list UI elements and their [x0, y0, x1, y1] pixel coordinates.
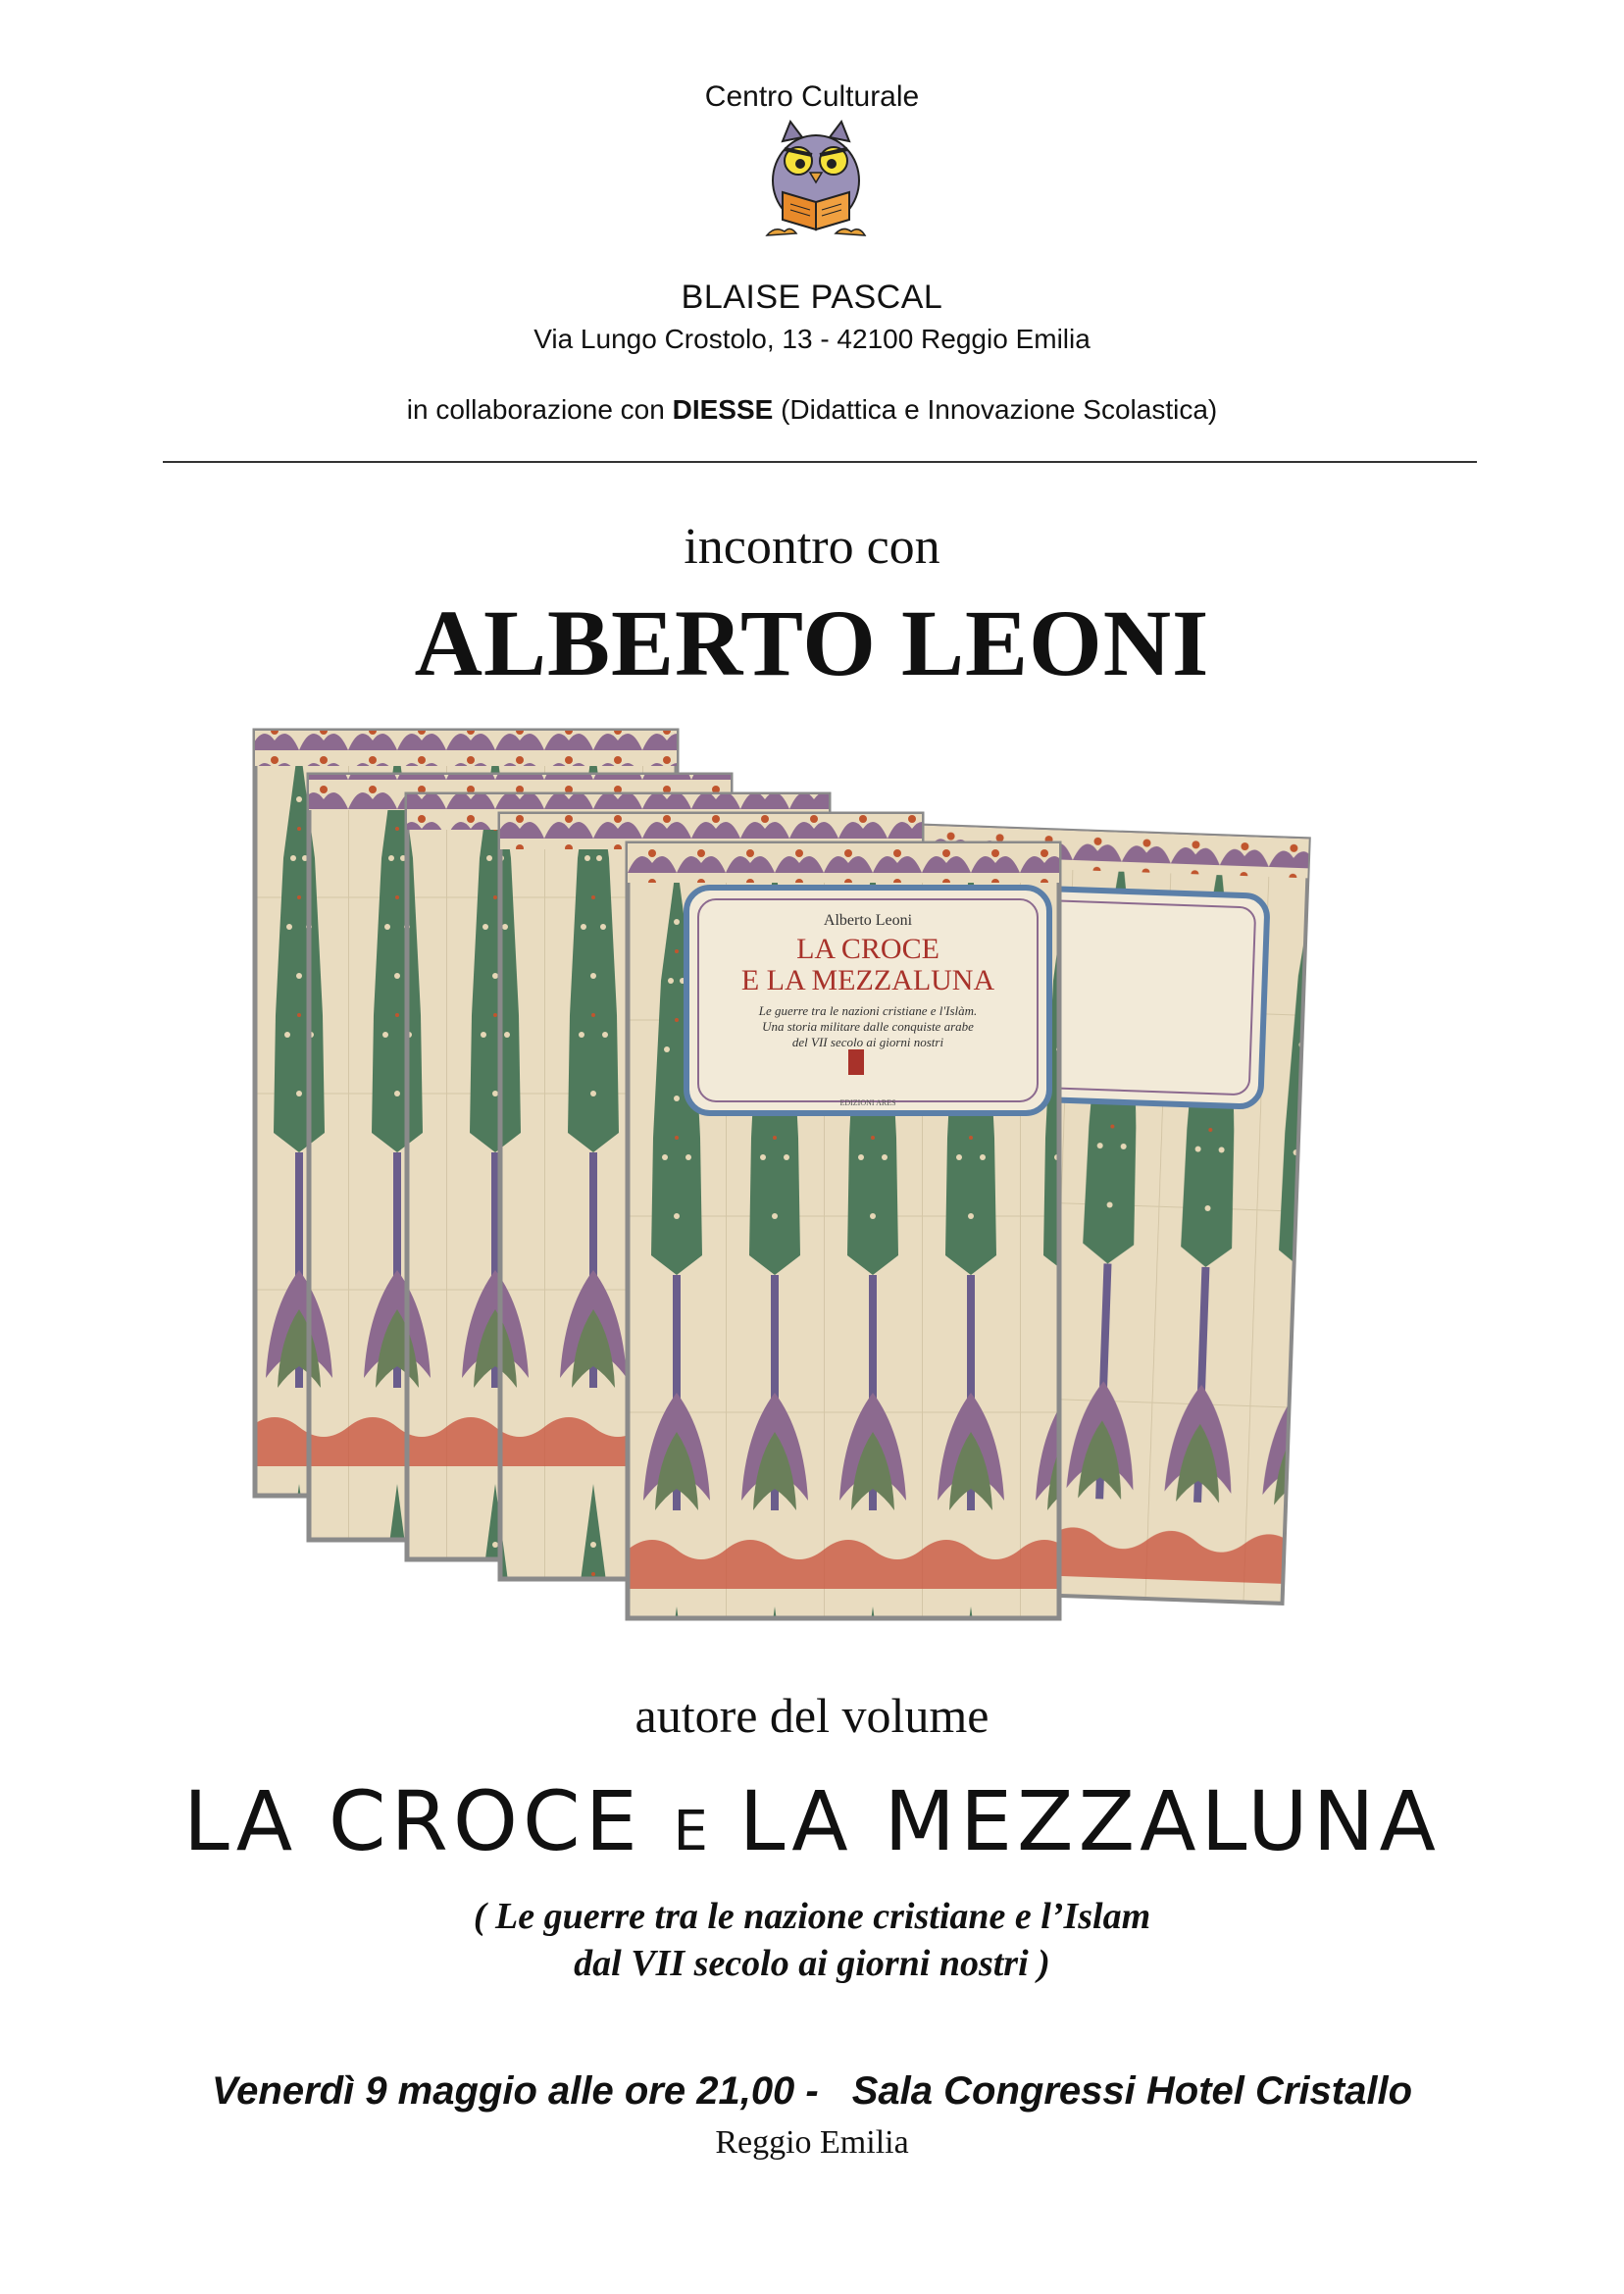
volume-subtitle — [0, 1893, 1624, 1987]
event-city: Reggio Emilia — [715, 2124, 909, 2161]
event-date-time: Venerdì 9 maggio alle ore 21,00 - — [211, 2069, 819, 2113]
volume-subtitle-line1: ( Le guerre tra le nazione cristiane e l’Islam — [473, 1896, 1151, 1937]
collab-prefix: in collaborazione con — [406, 394, 665, 425]
author-name: ALBERTO LEONI — [414, 590, 1210, 695]
collab-org: DIESSE — [672, 394, 774, 425]
organization-address: Via Lungo Crostolo, 13 - 42100 Reggio Emilia — [533, 324, 1091, 354]
volume-title — [0, 1773, 1624, 1869]
volume-subtitle-line2: dal VII secolo ai giorni nostri ) — [574, 1943, 1050, 1984]
collab-suffix: (Didattica e Innovazione Scolastica) — [781, 394, 1218, 425]
volume-label: autore del volume — [634, 1688, 990, 1743]
collaboration-line — [0, 394, 1624, 426]
cover-title-line2: E LA MEZZALUNA — [740, 964, 995, 996]
event-line — [0, 2069, 1624, 2114]
volume-title-part2: LA MEZZALUNA — [738, 1773, 1441, 1869]
cover-publisher: EDIZIONI ARES — [839, 1098, 896, 1107]
incontro-label: incontro con — [684, 519, 940, 575]
cover-desc-line2: Una storia militare dalle conquiste arabe — [762, 1019, 974, 1034]
header-divider — [163, 461, 1477, 463]
organization-name: BLAISE PASCAL — [681, 279, 943, 316]
cover-desc-line3: del VII secolo ai giorni nostri — [791, 1035, 944, 1049]
cover-desc-line1: Le guerre tra le nazioni cristiane e l'Islàm. — [758, 1003, 978, 1018]
volume-title-e: E — [673, 1800, 708, 1863]
cover-author: Alberto Leoni — [823, 912, 913, 929]
cover-title-line1: LA CROCE — [796, 933, 939, 965]
event-venue: Sala Congressi Hotel Cristallo — [851, 2069, 1413, 2113]
centro-culturale-label: Centro Culturale — [704, 80, 920, 113]
book-covers-image — [250, 721, 1388, 1653]
volume-title-part1: LA CROCE — [183, 1773, 642, 1869]
owl-reading-book-icon — [747, 120, 885, 247]
